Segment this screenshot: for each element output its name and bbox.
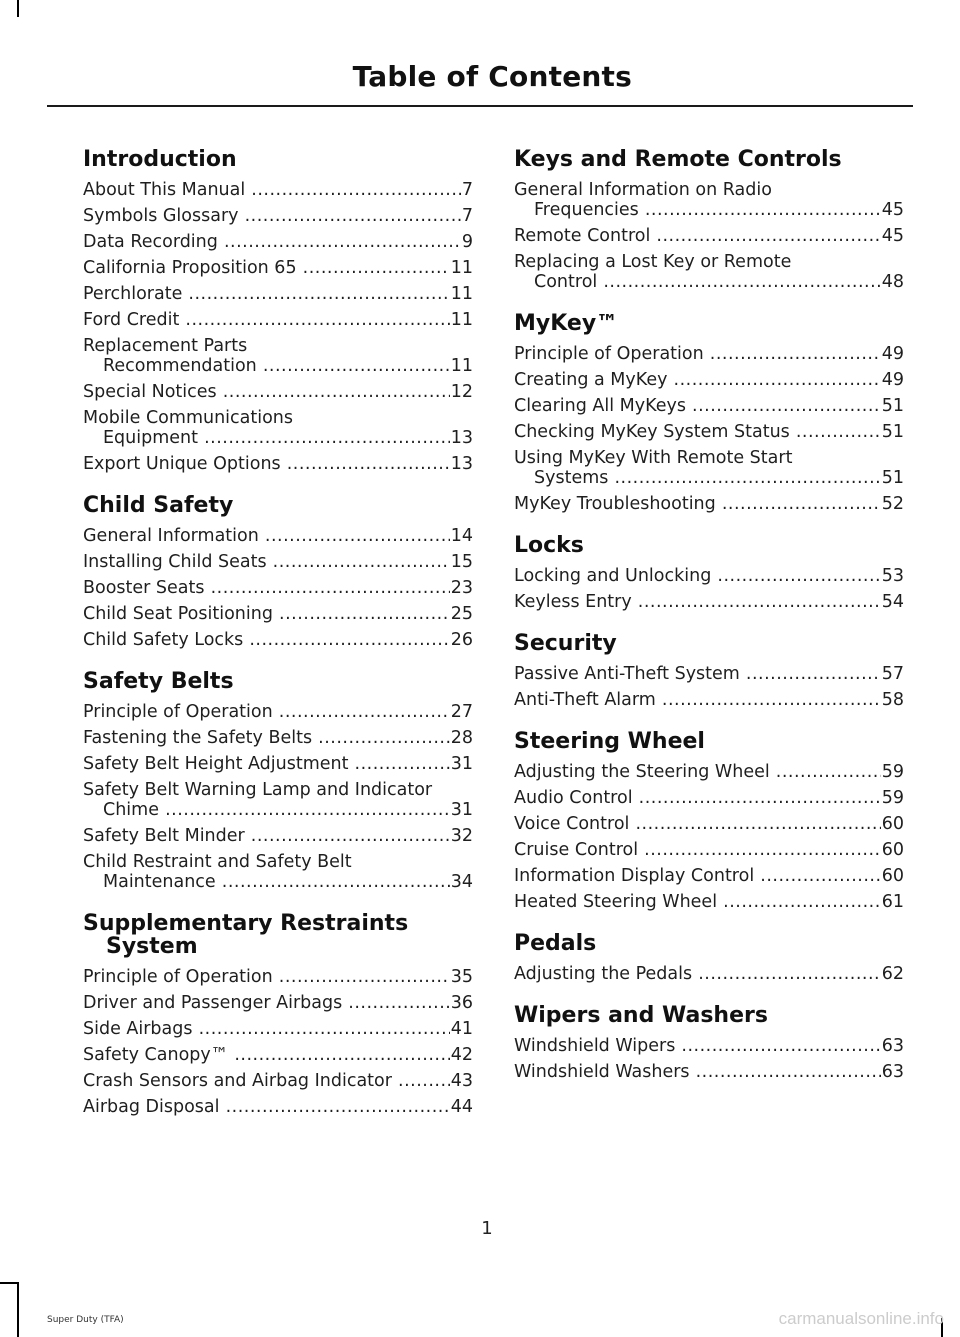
toc-entry-title-line1: Safety Belt Warning Lamp and Indicator <box>83 780 433 800</box>
toc-entry-title-line1: Replacing a Lost Key or Remote <box>514 252 792 272</box>
toc-entry-title: California Proposition 65 ..... <box>83 258 450 278</box>
toc-entry-page: 63 <box>881 1062 904 1082</box>
toc-entry-title: Clearing All MyKeys ..... <box>514 396 881 416</box>
toc-entry-page: 23 <box>450 578 473 598</box>
toc-entry-title: Windshield Washers ..... <box>514 1062 881 1082</box>
toc-entry-title: Side Airbags ..... <box>83 1019 450 1039</box>
toc-entry[interactable] <box>83 993 473 1013</box>
toc-section-safety-belts <box>83 670 473 892</box>
crop-mark <box>0 1282 17 1284</box>
toc-entry-page: 63 <box>881 1036 904 1056</box>
section-heading: Steering Wheel <box>514 729 705 754</box>
toc-entry-title: Adjusting the Pedals ..... <box>514 964 881 984</box>
toc-entry[interactable] <box>514 1036 904 1056</box>
toc-entry-title: Airbag Disposal ..... <box>83 1097 450 1117</box>
toc-entry-page: 45 <box>881 200 904 220</box>
toc-entry-title: Safety Belt Minder ..... <box>83 826 450 846</box>
toc-entry-title: MyKey Troubleshooting ..... <box>514 494 881 514</box>
toc-entry-title-line1: Child Restraint and Safety Belt <box>83 852 352 872</box>
toc-entry-title: Driver and Passenger Airbags ..... <box>83 993 450 1013</box>
toc-entry-title-line1: Mobile Communications <box>83 408 294 428</box>
toc-section-security <box>514 632 904 710</box>
toc-entry-title: Equipment ..... <box>103 428 450 448</box>
toc-entry[interactable] <box>83 382 473 402</box>
toc-entry[interactable] <box>83 1071 473 1091</box>
toc-entry[interactable] <box>83 702 473 722</box>
toc-entry-page: 32 <box>450 826 473 846</box>
toc-entry-title: Export Unique Options ..... <box>83 454 450 474</box>
toc-entry-page: 43 <box>450 1071 473 1091</box>
toc-entry-page: 51 <box>881 396 904 416</box>
page-number: 1 <box>481 1218 493 1239</box>
toc-entry-title: Principle of Operation ..... <box>83 702 450 722</box>
toc-entry[interactable] <box>514 1062 904 1082</box>
toc-entry-title: Control ..... <box>534 272 881 292</box>
toc-section-locks <box>514 534 904 612</box>
toc-entry-page: 51 <box>881 422 904 442</box>
toc-entry-page: 12 <box>450 382 473 402</box>
toc-entry-title: Symbols Glossary ..... <box>83 206 461 226</box>
toc-entry[interactable] <box>514 252 904 292</box>
toc-entry-title: Passive Anti-Theft System ..... <box>514 664 881 684</box>
toc-section-introduction <box>83 148 473 474</box>
toc-entry[interactable] <box>514 592 904 612</box>
toc-entry-page: 11 <box>450 356 473 376</box>
toc-entry-title: Principle of Operation ..... <box>83 967 450 987</box>
toc-entry-page: 36 <box>450 993 473 1013</box>
toc-entry-title: Cruise Control ..... <box>514 840 881 860</box>
toc-entry-title: Data Recording ..... <box>83 232 461 252</box>
toc-entry[interactable] <box>83 180 473 200</box>
section-heading: MyKey™ <box>514 311 619 336</box>
toc-entry[interactable] <box>83 310 473 330</box>
toc-entry-title: Audio Control ..... <box>514 788 881 808</box>
header-rule <box>47 105 913 107</box>
toc-entry-title: Keyless Entry ..... <box>514 592 881 612</box>
toc-entry[interactable] <box>514 964 904 984</box>
crop-mark <box>17 0 19 17</box>
toc-entry-page: 54 <box>881 592 904 612</box>
toc-entry-title: Safety Canopy™ ..... <box>83 1045 450 1065</box>
toc-entry-page: 48 <box>881 272 904 292</box>
section-heading: Keys and Remote Controls <box>514 147 842 172</box>
toc-entry-page: 31 <box>450 754 473 774</box>
toc-entry-page: 44 <box>450 1097 473 1117</box>
toc-entry[interactable] <box>83 780 473 820</box>
toc-entry[interactable] <box>83 852 473 892</box>
toc-entry-title: Chime ..... <box>103 800 450 820</box>
toc-entry[interactable] <box>83 630 473 650</box>
toc-section-pedals <box>514 932 904 984</box>
toc-entry[interactable] <box>514 396 904 416</box>
toc-entry-page: 7 <box>461 206 473 226</box>
toc-entry-title: Special Notices ..... <box>83 382 450 402</box>
toc-entry-title: Windshield Wipers ..... <box>514 1036 881 1056</box>
toc-entry-page: 62 <box>881 964 904 984</box>
toc-entry[interactable] <box>83 826 473 846</box>
toc-entry-page: 45 <box>881 226 904 246</box>
toc-entry-title: Ford Credit ..... <box>83 310 450 330</box>
toc-entry[interactable] <box>514 690 904 710</box>
toc-entry-title: General Information ..... <box>83 526 450 546</box>
toc-entry-title: Child Seat Positioning ..... <box>83 604 450 624</box>
toc-entry-title: Locking and Unlocking ..... <box>514 566 881 586</box>
toc-entry[interactable] <box>514 226 904 246</box>
toc-entry[interactable] <box>83 284 473 304</box>
toc-entry-page: 60 <box>881 866 904 886</box>
toc-entry-page: 59 <box>881 788 904 808</box>
section-heading: Security <box>514 631 617 656</box>
toc-entry[interactable] <box>83 526 473 546</box>
toc-entry[interactable] <box>514 840 904 860</box>
toc-entry-title: About This Manual ..... <box>83 180 461 200</box>
toc-entry[interactable] <box>514 788 904 808</box>
toc-entry[interactable] <box>83 967 473 987</box>
section-heading: Wipers and Washers <box>514 1003 768 1028</box>
toc-entry[interactable] <box>514 892 904 912</box>
toc-entry[interactable] <box>83 604 473 624</box>
toc-entry-title: Maintenance ..... <box>103 872 450 892</box>
toc-entry-page: 7 <box>461 180 473 200</box>
crop-mark <box>17 1282 19 1337</box>
toc-entry-title: Adjusting the Steering Wheel ..... <box>514 762 881 782</box>
toc-section-steering-wheel <box>514 730 904 912</box>
toc-section-mykey <box>514 312 904 514</box>
toc-entry-title: Voice Control ..... <box>514 814 881 834</box>
toc-entry[interactable] <box>514 566 904 586</box>
toc-entry-title: Perchlorate ..... <box>83 284 450 304</box>
toc-entry-page: 60 <box>881 814 904 834</box>
toc-entry-page: 15 <box>450 552 473 572</box>
toc-entry-page: 35 <box>450 967 473 987</box>
toc-entry-page: 59 <box>881 762 904 782</box>
toc-entry[interactable] <box>83 232 473 252</box>
toc-entry-title: Systems ..... <box>534 468 881 488</box>
toc-entry-page: 49 <box>881 344 904 364</box>
section-heading: Locks <box>514 533 584 558</box>
toc-entry-title: Remote Control ..... <box>514 226 881 246</box>
section-heading: Child Safety <box>83 493 234 518</box>
toc-section-supplementary-restraints-system <box>83 912 473 1117</box>
toc-entry[interactable] <box>514 664 904 684</box>
toc-right-column <box>514 148 904 1102</box>
toc-entry-page: 60 <box>881 840 904 860</box>
toc-entry-title-line1: Replacement Parts <box>83 336 248 356</box>
toc-entry[interactable] <box>83 258 473 278</box>
toc-entry[interactable] <box>83 1097 473 1117</box>
toc-entry-title-line1: General Information on Radio <box>514 180 772 200</box>
toc-entry[interactable] <box>514 180 904 220</box>
toc-entry[interactable] <box>514 448 904 488</box>
toc-entry-title: Safety Belt Height Adjustment ..... <box>83 754 450 774</box>
toc-entry-page: 14 <box>450 526 473 546</box>
toc-entry-page: 41 <box>450 1019 473 1039</box>
toc-entry-page: 13 <box>450 454 473 474</box>
toc-entry-title: Checking MyKey System Status ..... <box>514 422 881 442</box>
section-heading: Introduction <box>83 147 237 172</box>
toc-entry-page: 9 <box>461 232 473 252</box>
toc-entry[interactable] <box>514 814 904 834</box>
toc-entry-page: 11 <box>450 310 473 330</box>
toc-entry-page: 53 <box>881 566 904 586</box>
toc-entry-title: Creating a MyKey ..... <box>514 370 881 390</box>
toc-entry-title: Fastening the Safety Belts ..... <box>83 728 450 748</box>
section-heading: Safety Belts <box>83 669 234 694</box>
toc-entry[interactable] <box>83 728 473 748</box>
toc-entry-page: 27 <box>450 702 473 722</box>
toc-entry[interactable] <box>83 206 473 226</box>
toc-entry-page: 51 <box>881 468 904 488</box>
toc-entry-page: 26 <box>450 630 473 650</box>
toc-entry-title: Principle of Operation ..... <box>514 344 881 364</box>
toc-entry-title: Recommendation ..... <box>103 356 450 376</box>
toc-entry-page: 31 <box>450 800 473 820</box>
toc-entry[interactable] <box>83 408 473 448</box>
toc-entry-page: 25 <box>450 604 473 624</box>
toc-entry-page: 57 <box>881 664 904 684</box>
toc-entry-page: 28 <box>450 728 473 748</box>
toc-entry-title: Crash Sensors and Airbag Indicator ..... <box>83 1071 450 1091</box>
toc-entry-title: Heated Steering Wheel ..... <box>514 892 881 912</box>
toc-left-column <box>83 148 473 1137</box>
toc-entry-title: Information Display Control ..... <box>514 866 881 886</box>
toc-entry-page: 52 <box>881 494 904 514</box>
toc-entry[interactable] <box>83 578 473 598</box>
toc-entry-page: 49 <box>881 370 904 390</box>
toc-entry[interactable] <box>514 370 904 390</box>
toc-section-wipers-and-washers <box>514 1004 904 1082</box>
section-heading: Pedals <box>514 931 597 956</box>
toc-entry-title: Frequencies ..... <box>534 200 881 220</box>
toc-entry-page: 13 <box>450 428 473 448</box>
toc-entry-page: 58 <box>881 690 904 710</box>
toc-entry-page: 34 <box>450 872 473 892</box>
toc-entry[interactable] <box>514 762 904 782</box>
page-title: Table of Contents <box>352 60 632 93</box>
toc-entry[interactable] <box>83 336 473 376</box>
toc-entry[interactable] <box>514 422 904 442</box>
toc-entry-title: Child Safety Locks ..... <box>83 630 450 650</box>
toc-entry[interactable] <box>83 1045 473 1065</box>
toc-entry-page: 11 <box>450 284 473 304</box>
toc-entry-title: Installing Child Seats ..... <box>83 552 450 572</box>
toc-entry[interactable] <box>514 344 904 364</box>
toc-entry[interactable] <box>514 494 904 514</box>
toc-section-keys-and-remote-controls <box>514 148 904 292</box>
toc-section-child-safety <box>83 494 473 650</box>
watermark: carmanualsonline.info <box>778 1309 944 1328</box>
toc-entry-page: 11 <box>450 258 473 278</box>
toc-entry[interactable] <box>83 754 473 774</box>
toc-entry[interactable] <box>83 552 473 572</box>
footer-model: Super Duty (TFA) <box>47 1315 124 1325</box>
toc-entry-page: 42 <box>450 1045 473 1065</box>
toc-entry-title: Anti-Theft Alarm ..... <box>514 690 881 710</box>
section-heading: Supplementary Restraints System <box>83 911 409 959</box>
toc-entry[interactable] <box>83 1019 473 1039</box>
toc-entry[interactable] <box>514 866 904 886</box>
toc-entry[interactable] <box>83 454 473 474</box>
toc-entry-page: 61 <box>881 892 904 912</box>
toc-entry-title-line1: Using MyKey With Remote Start <box>514 448 793 468</box>
toc-entry-title: Booster Seats ..... <box>83 578 450 598</box>
